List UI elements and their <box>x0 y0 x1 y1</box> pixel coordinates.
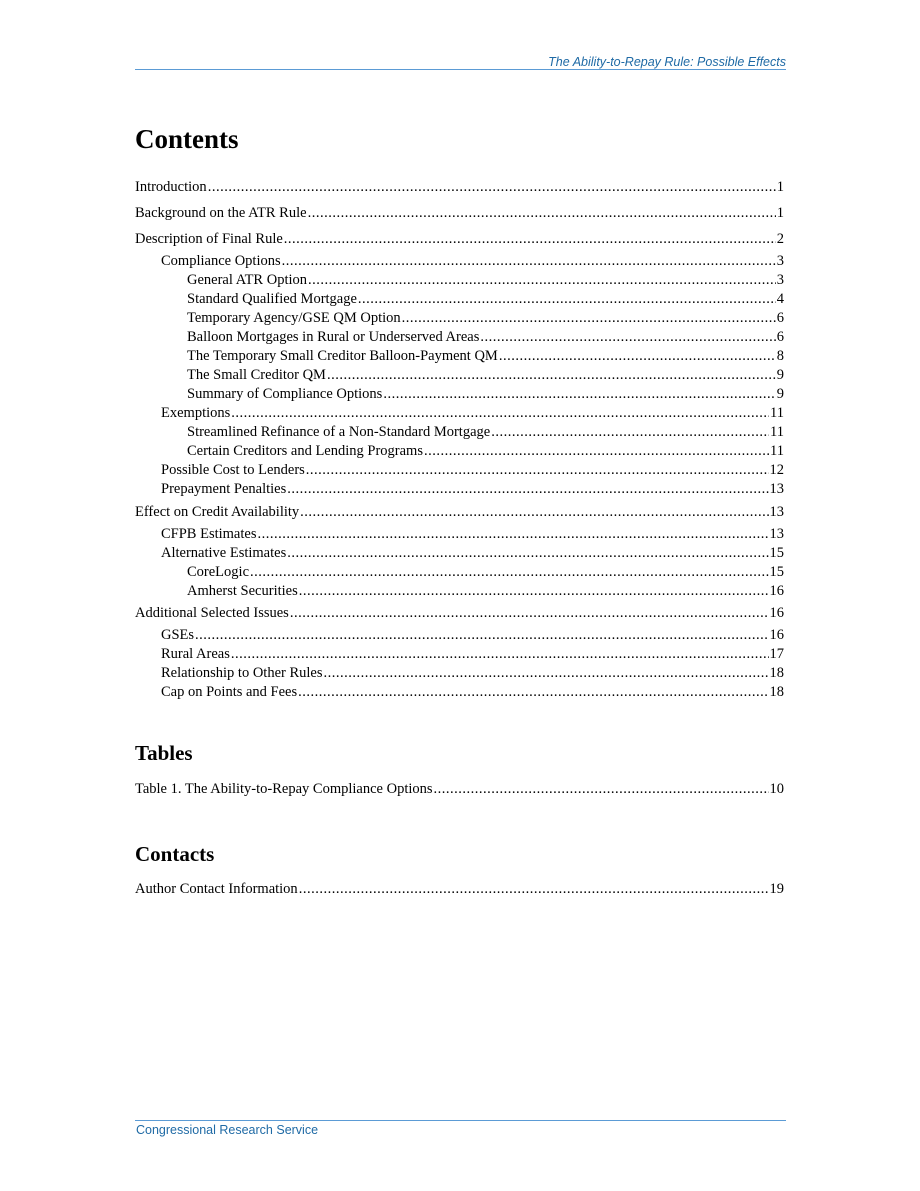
toc-entry-page: 6 <box>776 310 784 326</box>
dot-leader <box>284 230 776 248</box>
toc-entry[interactable] <box>161 544 784 562</box>
dot-leader <box>287 480 768 498</box>
dot-leader <box>300 503 768 521</box>
toc-entry-title: Amherst Securities <box>187 583 298 599</box>
dot-leader <box>195 626 768 644</box>
toc-entry-title: Possible Cost to Lenders <box>161 462 305 478</box>
dot-leader <box>424 442 769 460</box>
toc-entry[interactable] <box>187 442 784 460</box>
toc-entry-title: Exemptions <box>161 405 231 421</box>
toc-entry[interactable] <box>135 880 784 898</box>
toc-entry-title: Certain Creditors and Lending Programs <box>187 443 423 459</box>
toc-entry-title: Balloon Mortgages in Rural or Underserved Areas <box>187 329 480 345</box>
dot-leader <box>299 880 769 898</box>
toc-entry-page: 10 <box>769 781 784 797</box>
toc-entry-title: Background on the ATR Rule <box>135 205 307 221</box>
toc-entry-page: 13 <box>769 526 784 542</box>
toc-entry-title: CoreLogic <box>187 564 250 580</box>
running-header: The Ability-to-Repay Rule: Possible Effects <box>548 55 786 69</box>
toc-entry-page: 15 <box>769 545 784 561</box>
toc-entry-page: 16 <box>769 583 784 599</box>
toc-entry-title: GSEs <box>161 627 195 643</box>
toc-entry[interactable] <box>187 328 784 346</box>
toc-entry[interactable] <box>161 252 784 270</box>
dot-leader <box>402 309 776 327</box>
toc-entry-title: Additional Selected Issues <box>135 605 289 621</box>
toc-entry-page: 9 <box>776 367 784 383</box>
toc-entry[interactable] <box>187 309 784 327</box>
toc-entry-page: 6 <box>776 329 784 345</box>
toc-entry[interactable] <box>187 271 784 289</box>
toc-entry-title: Streamlined Refinance of a Non-Standard Mortgage <box>187 424 491 440</box>
toc-entry-title: Effect on Credit Availability <box>135 504 300 520</box>
toc-entry[interactable] <box>161 683 784 701</box>
toc-entry-title: Summary of Compliance Options <box>187 386 383 402</box>
toc-entry[interactable] <box>135 230 784 248</box>
toc-entry[interactable] <box>161 645 784 663</box>
toc-entry-page: 8 <box>776 348 784 364</box>
toc-entry-title: Temporary Agency/GSE QM Option <box>187 310 401 326</box>
dot-leader <box>290 604 769 622</box>
toc-entry[interactable] <box>161 626 784 644</box>
toc-entry[interactable] <box>187 563 784 581</box>
toc-entry-page: 4 <box>776 291 784 307</box>
toc-entry[interactable] <box>187 582 784 600</box>
dot-leader <box>231 404 769 422</box>
toc-entry-page: 15 <box>769 564 784 580</box>
dot-leader <box>257 525 768 543</box>
toc-entry[interactable] <box>135 178 784 196</box>
toc-entry-page: 17 <box>769 646 784 662</box>
dot-leader <box>324 664 769 682</box>
dot-leader <box>499 347 776 365</box>
toc-entry-page: 11 <box>770 424 784 440</box>
dot-leader <box>282 252 776 270</box>
toc-entry-page: 16 <box>769 605 784 621</box>
toc-entry-page: 2 <box>776 231 784 247</box>
toc-entry-page: 18 <box>769 665 784 681</box>
toc-entry[interactable] <box>135 503 784 521</box>
toc-entry-page: 12 <box>769 462 784 478</box>
toc-entry-page: 1 <box>776 179 784 195</box>
running-footer: Congressional Research Service <box>136 1123 319 1137</box>
toc-entry-page: 16 <box>769 627 784 643</box>
toc-entry[interactable] <box>187 347 784 365</box>
toc-entry-page: 18 <box>769 684 784 700</box>
toc-entry-title: Rural Areas <box>161 646 230 662</box>
toc-entry-page: 11 <box>770 443 784 459</box>
toc-entry-title: Alternative Estimates <box>161 545 287 561</box>
dot-leader <box>480 328 775 346</box>
toc-entry-page: 1 <box>776 205 784 221</box>
toc-entry-title: CFPB Estimates <box>161 526 257 542</box>
toc-entry-title: Author Contact Information <box>135 881 298 897</box>
toc-entry-page: 13 <box>769 481 784 497</box>
toc-entry-page: 9 <box>776 386 784 402</box>
toc-entry-title: Compliance Options <box>161 253 281 269</box>
dot-leader <box>306 461 769 479</box>
toc-entry[interactable] <box>187 385 784 403</box>
dot-leader <box>298 683 768 701</box>
dot-leader <box>308 204 776 222</box>
toc-entry-title: Relationship to Other Rules <box>161 665 323 681</box>
dot-leader <box>327 366 776 384</box>
dot-leader <box>287 544 768 562</box>
toc-entry[interactable] <box>187 423 784 441</box>
toc-entry[interactable] <box>135 204 784 222</box>
toc-entry-title: Standard Qualified Mortgage <box>187 291 357 307</box>
toc-entry-title: The Temporary Small Creditor Balloon-Payment QM <box>187 348 498 364</box>
dot-leader <box>250 563 768 581</box>
header-rule <box>135 69 786 70</box>
dot-leader <box>383 385 775 403</box>
toc-entry-title: Description of Final Rule <box>135 231 283 247</box>
toc-entry-title: Introduction <box>135 179 207 195</box>
toc-entry[interactable] <box>135 604 784 622</box>
dot-leader <box>299 582 769 600</box>
toc-entry-title: Cap on Points and Fees <box>161 684 298 700</box>
tables-heading: Tables <box>135 741 193 765</box>
dot-leader <box>434 780 769 798</box>
toc-entry[interactable] <box>187 290 784 308</box>
toc-entry-title: Table 1. The Ability-to-Repay Compliance Options <box>135 781 433 797</box>
contents-heading: Contents <box>135 124 239 154</box>
toc-entry-page: 11 <box>770 405 784 421</box>
toc-entry-title: General ATR Option <box>187 272 308 288</box>
toc-entry[interactable] <box>161 480 784 498</box>
toc-entry-page: 3 <box>776 272 784 288</box>
toc-entry[interactable] <box>161 404 784 422</box>
toc-entry-page: 3 <box>776 253 784 269</box>
toc-entry-page: 19 <box>769 881 784 897</box>
toc-entry[interactable] <box>161 664 784 682</box>
contacts-heading: Contacts <box>135 842 215 866</box>
dot-leader <box>308 271 776 289</box>
toc-entry-page: 13 <box>769 504 784 520</box>
toc-entry[interactable] <box>161 525 784 543</box>
dot-leader <box>231 645 769 663</box>
footer-rule <box>135 1120 786 1121</box>
toc-entry[interactable] <box>187 366 784 384</box>
toc-entry[interactable] <box>135 780 784 798</box>
toc-entry-title: The Small Creditor QM <box>187 367 326 383</box>
dot-leader <box>208 178 776 196</box>
dot-leader <box>491 423 769 441</box>
toc-entry[interactable] <box>161 461 784 479</box>
dot-leader <box>358 290 776 308</box>
toc-entry-title: Prepayment Penalties <box>161 481 287 497</box>
